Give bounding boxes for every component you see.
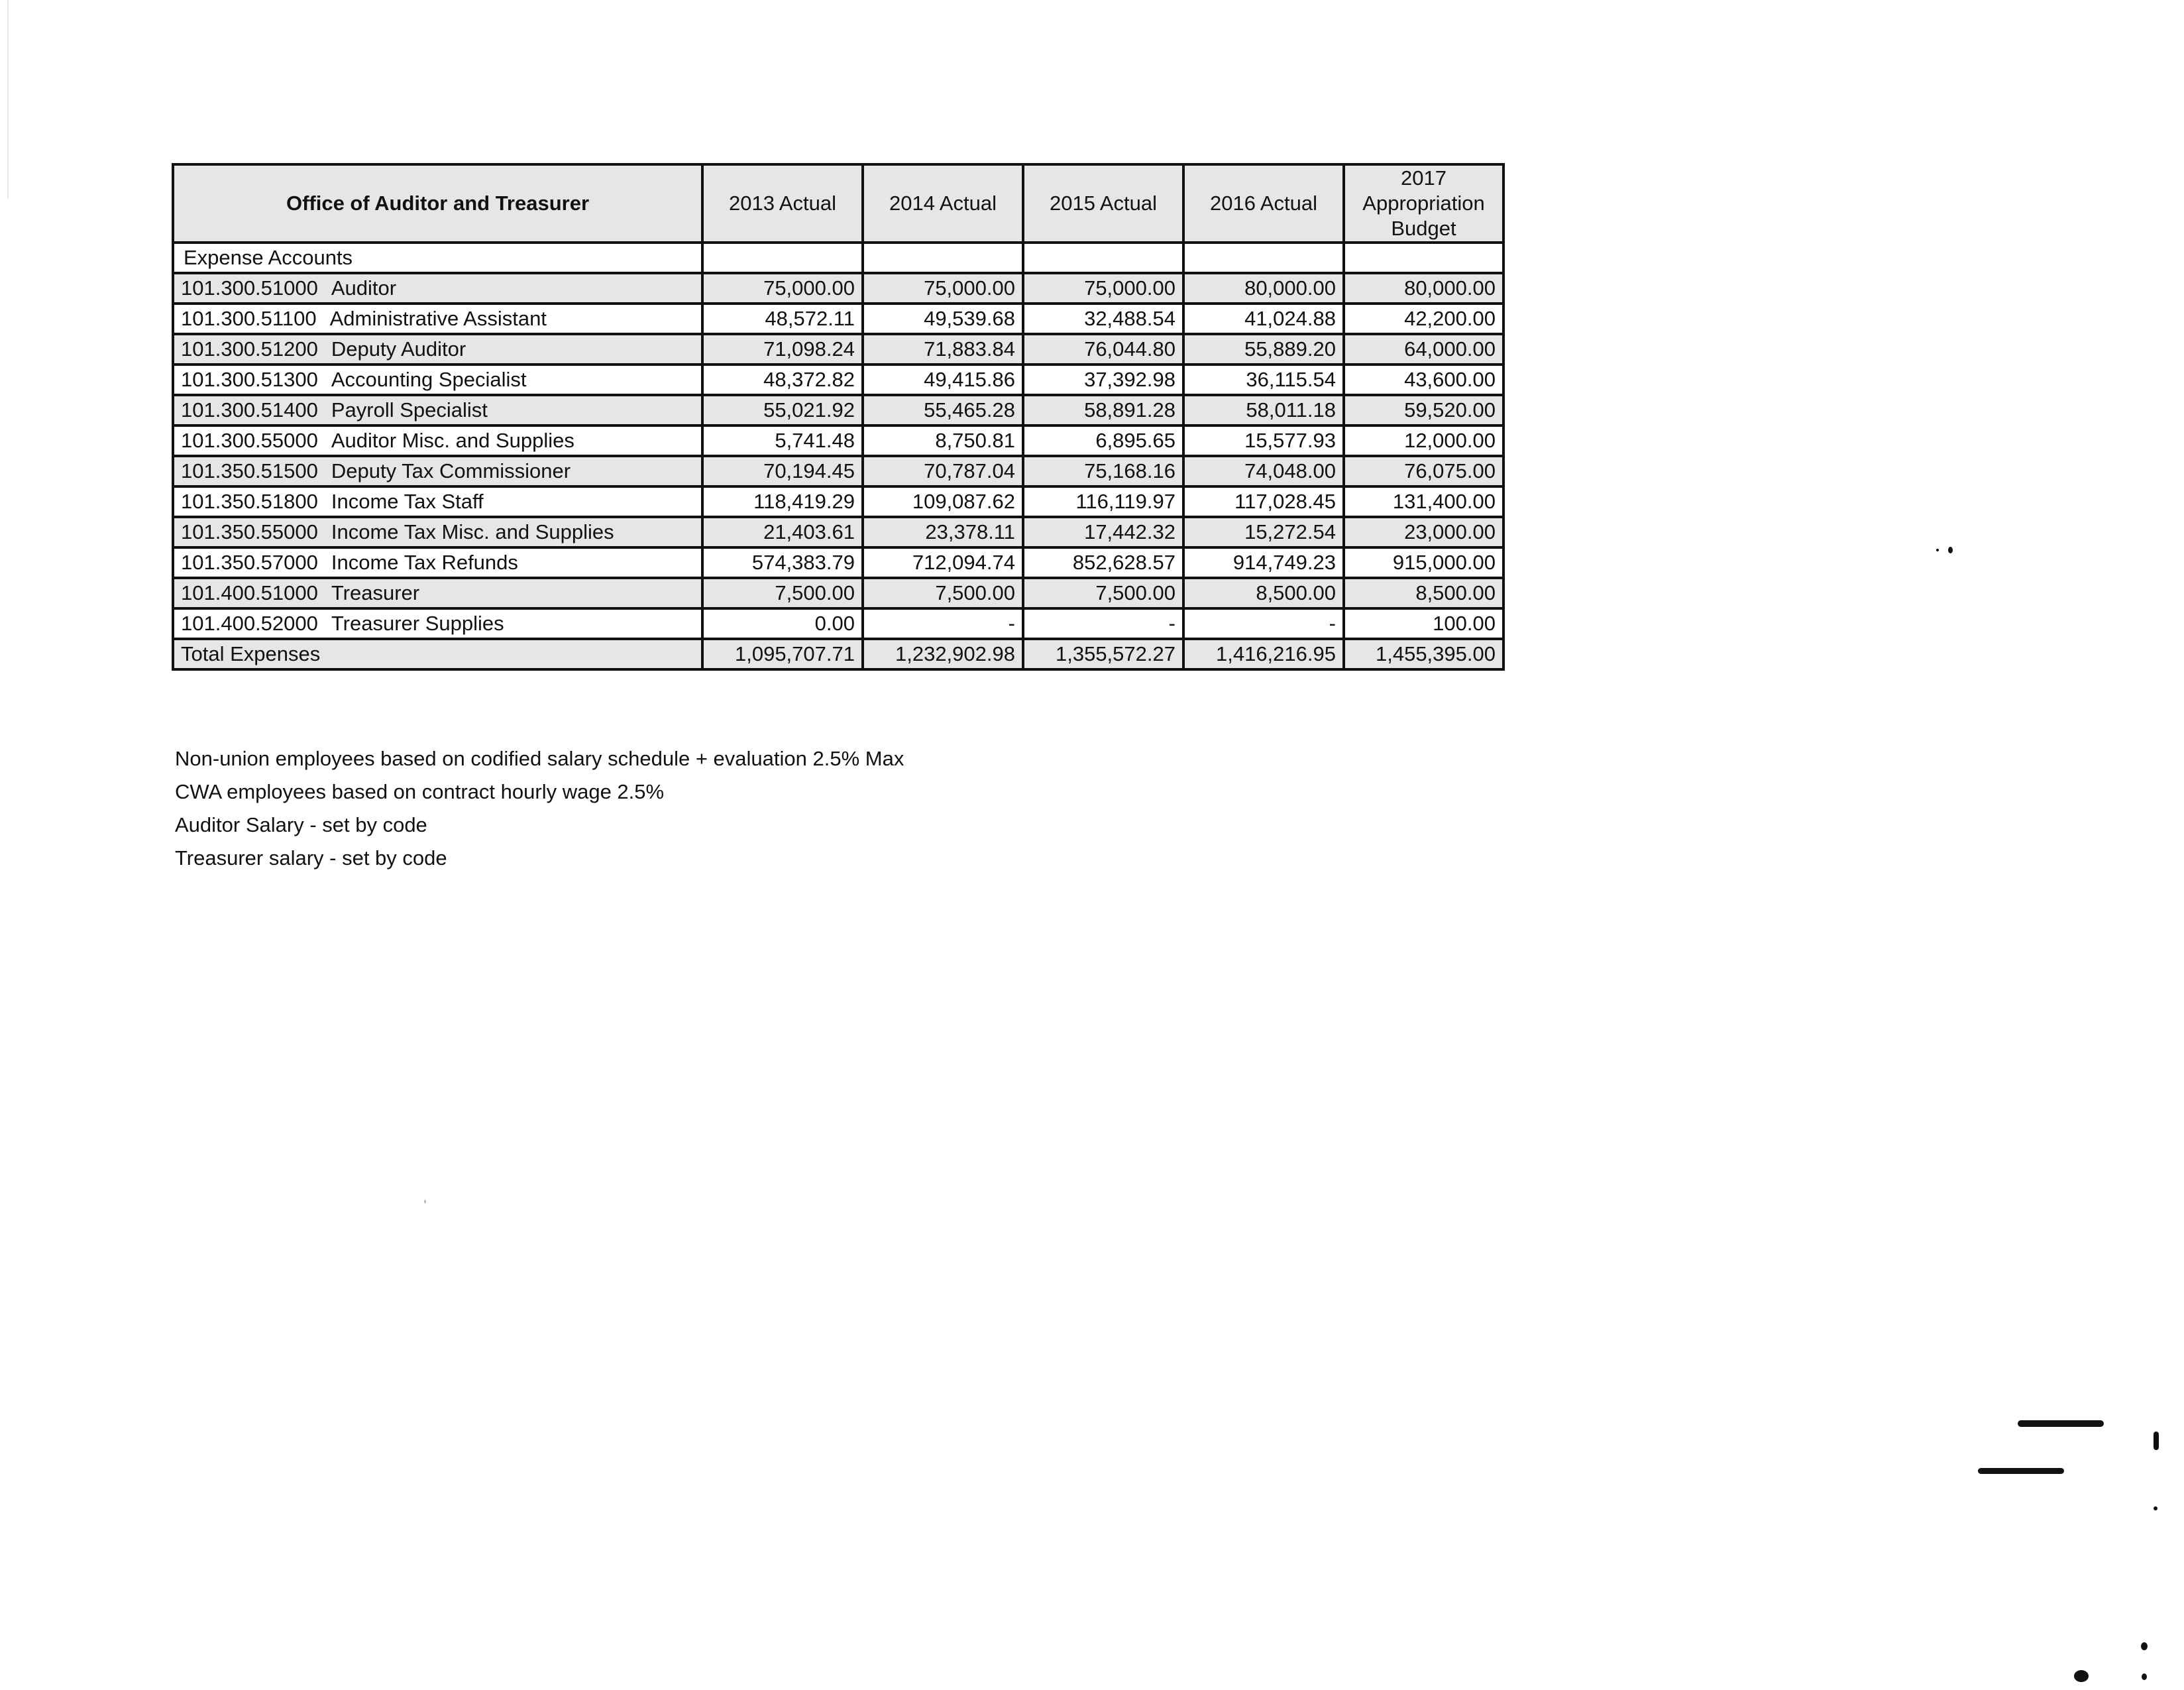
account-name: Accounting Specialist [331, 368, 527, 391]
account-code: 101.300.51400 [181, 398, 318, 422]
value-cell: 71,098.24 [702, 334, 863, 365]
value-cell: 117,028.45 [1183, 486, 1344, 517]
value-cell: 75,000.00 [702, 273, 863, 304]
account-code: 101.300.55000 [181, 429, 318, 452]
value-cell: 32,488.54 [1023, 304, 1183, 334]
value-cell: 76,075.00 [1344, 456, 1503, 486]
scan-speck [2142, 1673, 2147, 1680]
empty-cell [863, 243, 1023, 273]
value-cell: 42,200.00 [1344, 304, 1503, 334]
account-code: 101.350.51500 [181, 459, 318, 482]
value-cell: 80,000.00 [1183, 273, 1344, 304]
section-label: Expense Accounts [173, 243, 702, 273]
table-row [173, 395, 1503, 425]
scan-speck [2141, 1642, 2148, 1650]
account-name: Income Tax Misc. and Supplies [331, 520, 614, 543]
table-row [173, 334, 1503, 365]
value-cell: 64,000.00 [1344, 334, 1503, 365]
note: Non-union employees based on codified salary schedule + evaluation 2.5% Max [175, 747, 904, 770]
account-cell [173, 578, 702, 608]
value-cell: 100.00 [1344, 608, 1503, 639]
value-cell: 43,600.00 [1344, 365, 1503, 395]
empty-cell [1183, 243, 1344, 273]
column-header-2017-line: Budget [1391, 217, 1456, 240]
account-code: 101.350.51800 [181, 490, 318, 513]
value-cell: 48,372.82 [702, 365, 863, 395]
account-name: Payroll Specialist [331, 398, 488, 422]
value-cell: 23,378.11 [863, 517, 1023, 547]
account-code: 101.300.51100 [181, 307, 317, 330]
value-cell: 914,749.23 [1183, 547, 1344, 578]
account-name: Auditor Misc. and Supplies [331, 429, 574, 452]
value-cell: 49,415.86 [863, 365, 1023, 395]
value-cell: 21,403.61 [702, 517, 863, 547]
value-cell: 15,577.93 [1183, 425, 1344, 456]
value-cell: 41,024.88 [1183, 304, 1344, 334]
account-cell [173, 517, 702, 547]
note: Auditor Salary - set by code [175, 813, 427, 836]
value-cell: 48,572.11 [702, 304, 863, 334]
value-cell: 59,520.00 [1344, 395, 1503, 425]
value-cell: 71,883.84 [863, 334, 1023, 365]
value-cell: 109,087.62 [863, 486, 1023, 517]
account-name: Deputy Tax Commissioner [331, 459, 571, 482]
scan-speck [424, 1200, 426, 1204]
account-code: 101.350.57000 [181, 551, 318, 574]
value-cell: 5,741.48 [702, 425, 863, 456]
value-cell: 75,000.00 [1023, 273, 1183, 304]
account-cell [173, 547, 702, 578]
column-header-2017-line: Appropriation [1362, 192, 1485, 215]
account-cell [173, 334, 702, 365]
table-row [173, 365, 1503, 395]
table-row [173, 578, 1503, 608]
account-code: 101.350.55000 [181, 520, 318, 543]
value-cell: 55,021.92 [702, 395, 863, 425]
account-name: Treasurer Supplies [331, 612, 504, 635]
value-cell: 58,011.18 [1183, 395, 1344, 425]
value-cell: 36,115.54 [1183, 365, 1344, 395]
value-cell: 116,119.97 [1023, 486, 1183, 517]
table-row [173, 304, 1503, 334]
value-cell: 76,044.80 [1023, 334, 1183, 365]
account-code: 101.400.51000 [181, 581, 318, 604]
budget-table [172, 163, 1505, 671]
value-cell: 17,442.32 [1023, 517, 1183, 547]
total-row [173, 639, 1503, 669]
column-header-2017 [1344, 164, 1503, 243]
value-cell: 7,500.00 [863, 578, 1023, 608]
account-code: 101.300.51000 [181, 276, 318, 300]
value-cell: 37,392.98 [1023, 365, 1183, 395]
value-cell: 6,895.65 [1023, 425, 1183, 456]
total-label: Total Expenses [173, 639, 702, 669]
note: CWA employees based on contract hourly wage 2.5% [175, 780, 665, 803]
scan-edge-line [7, 0, 9, 199]
value-cell: 55,889.20 [1183, 334, 1344, 365]
value-cell: 8,500.00 [1344, 578, 1503, 608]
notes [175, 746, 904, 879]
value-cell: 8,750.81 [863, 425, 1023, 456]
value-cell: 74,048.00 [1183, 456, 1344, 486]
column-header-2014: 2014 Actual [863, 164, 1023, 243]
value-cell: 12,000.00 [1344, 425, 1503, 456]
account-cell [173, 273, 702, 304]
empty-cell [1023, 243, 1183, 273]
table-row [173, 486, 1503, 517]
value-cell: 70,787.04 [863, 456, 1023, 486]
scan-speck [2154, 1506, 2157, 1510]
empty-cell [1344, 243, 1503, 273]
value-cell: 80,000.00 [1344, 273, 1503, 304]
total-value-cell: 1,095,707.71 [702, 639, 863, 669]
table-title: Office of Auditor and Treasurer [173, 164, 702, 243]
table-row [173, 273, 1503, 304]
table-row [173, 547, 1503, 578]
account-name: Treasurer [331, 581, 420, 604]
account-cell [173, 486, 702, 517]
scan-speck [1948, 547, 1953, 553]
account-name: Administrative Assistant [329, 307, 547, 330]
value-cell: 7,500.00 [702, 578, 863, 608]
total-value-cell: 1,355,572.27 [1023, 639, 1183, 669]
account-name: Income Tax Refunds [331, 551, 518, 574]
account-cell [173, 456, 702, 486]
scan-smudge [2018, 1420, 2104, 1427]
account-code: 101.300.51200 [181, 337, 318, 361]
account-cell [173, 365, 702, 395]
account-cell [173, 395, 702, 425]
value-cell: - [1023, 608, 1183, 639]
scan-speck [2074, 1670, 2089, 1682]
table-row [173, 608, 1503, 639]
value-cell: 58,891.28 [1023, 395, 1183, 425]
value-cell: 852,628.57 [1023, 547, 1183, 578]
total-value-cell: 1,416,216.95 [1183, 639, 1344, 669]
value-cell: 75,000.00 [863, 273, 1023, 304]
value-cell: - [1183, 608, 1344, 639]
account-cell [173, 425, 702, 456]
value-cell: 8,500.00 [1183, 578, 1344, 608]
table-row [173, 456, 1503, 486]
value-cell: 49,539.68 [863, 304, 1023, 334]
column-header-2015: 2015 Actual [1023, 164, 1183, 243]
value-cell: 15,272.54 [1183, 517, 1344, 547]
note: Treasurer salary - set by code [175, 846, 447, 870]
value-cell: 0.00 [702, 608, 863, 639]
account-name: Auditor [331, 276, 397, 300]
empty-cell [702, 243, 863, 273]
value-cell: 7,500.00 [1023, 578, 1183, 608]
account-cell [173, 304, 702, 334]
column-header-2013: 2013 Actual [702, 164, 863, 243]
value-cell: 131,400.00 [1344, 486, 1503, 517]
value-cell: 118,419.29 [702, 486, 863, 517]
column-header-2017-line: 2017 [1401, 166, 1447, 190]
table-header-row [173, 164, 1503, 243]
account-code: 101.400.52000 [181, 612, 318, 635]
account-code: 101.300.51300 [181, 368, 318, 391]
account-cell [173, 608, 702, 639]
account-name: Deputy Auditor [331, 337, 466, 361]
scan-speck [2154, 1432, 2159, 1450]
total-value-cell: 1,455,395.00 [1344, 639, 1503, 669]
column-header-2016: 2016 Actual [1183, 164, 1344, 243]
value-cell: 712,094.74 [863, 547, 1023, 578]
value-cell: 75,168.16 [1023, 456, 1183, 486]
scan-speck [1936, 549, 1939, 551]
value-cell: 70,194.45 [702, 456, 863, 486]
value-cell: 23,000.00 [1344, 517, 1503, 547]
table-row [173, 517, 1503, 547]
total-value-cell: 1,232,902.98 [863, 639, 1023, 669]
value-cell: - [863, 608, 1023, 639]
value-cell: 574,383.79 [702, 547, 863, 578]
value-cell: 55,465.28 [863, 395, 1023, 425]
section-row [173, 243, 1503, 273]
table-row [173, 425, 1503, 456]
account-name: Income Tax Staff [331, 490, 484, 513]
scan-smudge [1978, 1468, 2064, 1474]
value-cell: 915,000.00 [1344, 547, 1503, 578]
